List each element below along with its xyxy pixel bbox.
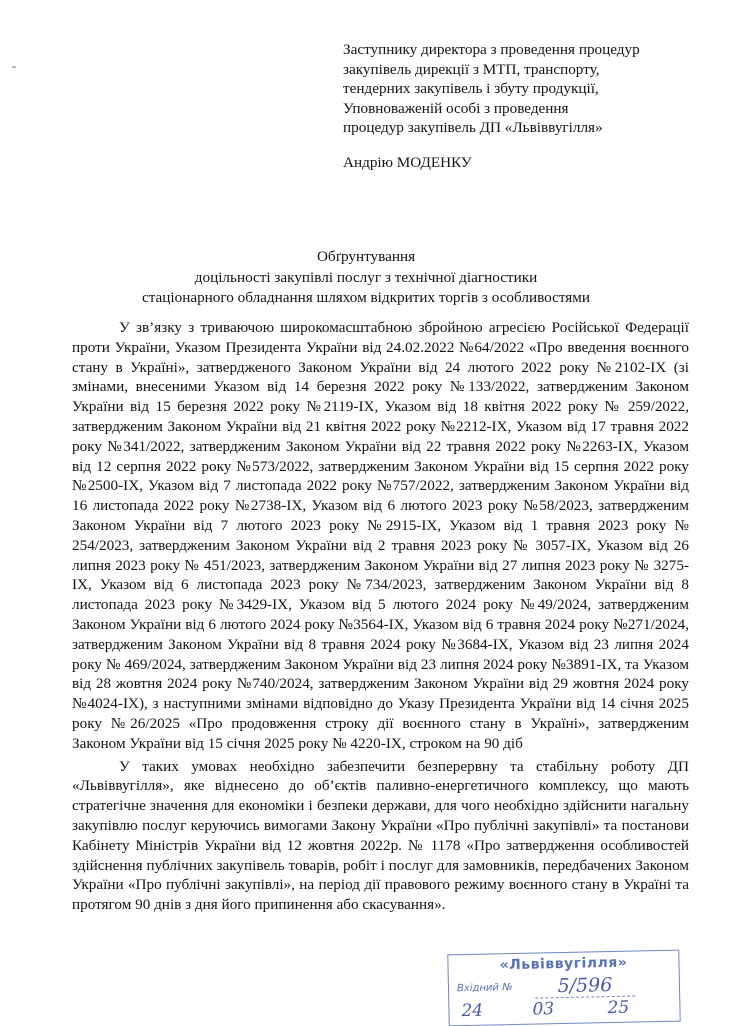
title-line-2: доцільності закупівлі послуг з технічної діагностики	[194, 268, 538, 286]
title-line-3: стаціонарного обладнання шляхом відкритих торгів з особливостями	[141, 289, 591, 306]
document-body	[72, 318, 689, 915]
body-paragraph-1: У зв’язку з триваючою широкомасштабною збройною агресією Російської Федерації проти України, Указом Президента України від 24.02.2022 №64/2022 «Про введення воєнного стану в Україні», затвердженого Законом України від 24 лютого 2022 року №2102-IX (зі змінами, внесеними Указом від 14 березня 2022 року №133/2022, затвердженим Законом України від 15 березня 2022 року №2119-IX, Указом від 18 квітня 2022 року № 259/2022, затвердженим Законом України від 21 квітня 2022 року №2212-IX, Указом від 17 травня 2022 року №341/2022, затвердженим Законом України від 22 травня 2022 року №2263-IX, Указом від 12 серпня 2022 року №573/2022, затвердженим Законом України від 15 серпня 2022 року №2500-IX, Указом від 7 листопада 2022 року №757/2022, затвердженим Законом України від 16 листопада 2022 року №2738-IX, Указом від 6 лютого 2023 року №58/2023, затвердженим Законом України від 7 лютого 2023 року №2915-IX, Указом від 1 травня 2023 року № 254/2023, затвердженим Законом України від 2 травня 2023 року № 3057-IX, Указом від 26 липня 2023 року № 451/2023, затвердженим Законом України від 27 липня 2023 року № 3275-IX, Указом від 6 листопада 2023 року №734/2023, затвердженим Законом України від 8 листопада 2023 року №3429-IX, Указом від 5 лютого 2024 року №49/2024, затвердженим Законом України від 6 лютого 2024 року №3564-IX, Указом від 6 травня 2024 року №271/2024, затвердженим Законом України від 8 травня 2024 року №3684-IX, Указом від 23 липня 2024 року № 469/2024, затвердженим Законом України від 23 липня 2024 року №3891-IX, та Указом від 28 жовтня 2024 року №740/2024, затвердженим Законом України від 29 жовтня 2024 року №4024-IX), з наступними змінами відповідно до Указу Президента України від 14 січня 2025 року №26/2025 «Про продовження строку дії воєнного стану в Україні», затвердженим Законом України від 15 січня 2025 року № 4220-IX, строком на 90 діб	[72, 319, 689, 752]
scan-artifact	[12, 66, 16, 68]
registration-stamp	[447, 950, 680, 1026]
stamp-incoming-label: Вхідний №	[456, 982, 513, 995]
addressee-block	[343, 40, 713, 173]
addressee-name: Андрію МОДЕНКУ	[343, 153, 472, 171]
addressee-line: тендерних закупівель і збуту продукції,	[343, 80, 599, 98]
addressee-line: закупівель дирекції з МТП, транспорту,	[343, 60, 600, 78]
stamp-registration-number: 5/596	[535, 974, 635, 999]
stamp-registration-date	[457, 997, 671, 1021]
addressee-line: Заступнику директора з проведення процедур	[343, 41, 640, 58]
stamp-date-day: 24	[461, 1000, 484, 1022]
title-line-1: Обґрунтування	[316, 248, 416, 265]
document-title	[70, 247, 662, 309]
stamp-date-year: 25	[607, 997, 630, 1019]
stamp-organization: «Львіввугілля»	[499, 954, 628, 974]
stamp-date-month: 03	[532, 999, 555, 1020]
addressee-line: Уповноваженій особі з проведення	[343, 99, 569, 117]
body-paragraph-2: У таких умовах необхідно забезпечити безперервну та стабільну роботу ДП «Львіввугілля», яке віднесено до об’єктів паливно-енергетичного комплексу, що мають стратегічне значення для економіки і безпеки держави, для чого необхідно здійснити нагальну закупівлю послуг керуючись вимогами Закону України «Про публічні закупівлі» та постанови Кабінету Міністрів України від 12 жовтня 2022р. № 1178 «Про затвердження особливостей здійснення публічних закупівель товарів, робіт і послуг для замовників, передбачених Законом України «Про публічні закупівлі», на період дії правового режиму воєнного стану в Україні та протягом 90 днів з дня його припинення або скасування».	[72, 757, 689, 914]
addressee-line: процедур закупівель ДП «Львіввугілля»	[343, 119, 603, 137]
